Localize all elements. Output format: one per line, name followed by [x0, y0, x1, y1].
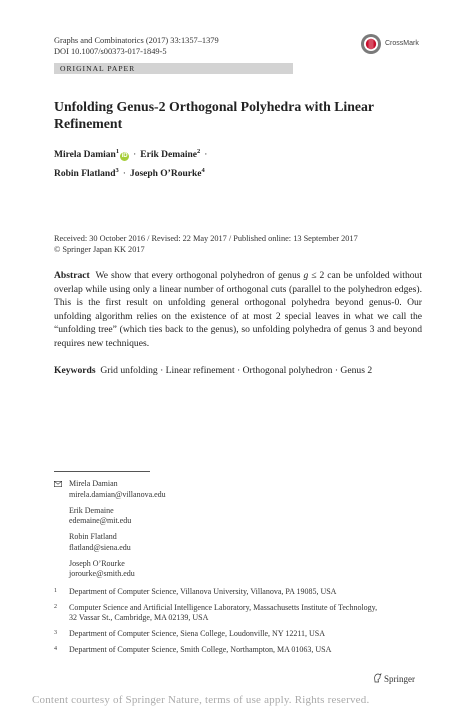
envelope-icon — [54, 481, 62, 487]
affiliation-number: 4 — [54, 646, 57, 652]
paper-title — [54, 98, 414, 132]
affiliation-number: 2 — [54, 604, 57, 610]
contact-email[interactable]: edemaine@mit.edu — [69, 516, 132, 525]
affiliation-text: Computer Science and Artificial Intelligence Laboratory, Massachusetts Institute of Technology, — [69, 603, 378, 612]
contact-entry — [54, 506, 166, 527]
doi[interactable]: DOI 10.1007/s00373-017-1849-5 — [54, 47, 167, 56]
publication-dates — [54, 233, 358, 255]
contact-entry — [54, 479, 166, 500]
contact-email[interactable]: flatland@siena.edu — [69, 542, 131, 552]
contact-name: Mirela Damian — [69, 479, 118, 488]
author-affil-sup: 4 — [201, 167, 205, 175]
genus-bound: ≤ 2 — [308, 270, 325, 281]
contact-name: Erik Demaine — [69, 505, 114, 515]
crossmark-badge[interactable] — [360, 33, 452, 55]
journal-header — [54, 35, 219, 57]
abstract-label: Abstract — [54, 270, 90, 281]
title-line-2: Refinement — [54, 116, 123, 131]
contact-name: Robin Flatland — [69, 532, 117, 541]
contact-name: Joseph O’Rourke — [69, 558, 125, 568]
contact-email[interactable]: jorourke@smith.edu — [69, 569, 135, 578]
contact-entry — [54, 559, 166, 580]
title-line-1: Unfolding Genus-2 Orthogonal Polyhedra with Linear — [54, 99, 375, 114]
journal-citation: Graphs and Combinatorics (2017) 33:1357–1379 — [54, 36, 219, 45]
contact-entry — [54, 532, 166, 553]
abstract-text-start: We show that every orthogonal polyhedron of genus — [95, 270, 304, 281]
contact-list — [54, 479, 166, 585]
affiliation-entry — [54, 603, 424, 623]
affiliation-text-cont: 32 Vassar St., Cambridge, MA 02139, USA — [69, 613, 209, 622]
affiliation-text: Department of Computer Science, Villanova University, Villanova, PA 19085, USA — [69, 587, 337, 596]
keywords-label: Keywords — [54, 365, 96, 376]
affiliation-number: 3 — [54, 630, 57, 636]
springer-horse-icon — [373, 673, 382, 683]
author-affil-sup: 3 — [115, 167, 119, 175]
footnote-divider — [54, 471, 150, 472]
copyright: © Springer Japan KK 2017 — [54, 245, 145, 254]
orcid-icon[interactable]: iD — [121, 153, 128, 160]
publisher-name: Springer — [384, 674, 415, 684]
separator: · — [133, 150, 137, 161]
author-name[interactable]: Robin Flatland — [54, 169, 116, 180]
courtesy-notice: Content courtesy of Springer Nature, terms of use apply. Rights reserved. — [32, 694, 370, 706]
affiliation-text: Department of Computer Science, Smith College, Northampton, MA 01063, USA — [69, 645, 332, 654]
affiliation-list — [54, 587, 424, 661]
keywords-text: Grid unfolding · Linear refinement · Orthogonal polyhedron · Genus 2 — [100, 365, 373, 376]
author-name[interactable]: Joseph O’Rourke — [129, 169, 202, 180]
separator: · — [122, 169, 126, 180]
author-affil-sup: 1 — [115, 148, 120, 155]
contact-email[interactable]: mirela.damian@villanova.edu — [69, 489, 166, 499]
publisher-logo — [373, 673, 415, 684]
separator: · — [204, 150, 208, 161]
affiliation-entry — [54, 645, 424, 655]
keywords — [54, 364, 424, 377]
author-affil-sup: 2 — [197, 148, 201, 155]
abstract-text-rest: can be unfolded without overlap while using only a linear number of orthogonal cuts (parallel to the polyhedron edges). This is the first result on unfolding general orthogonal polyhedra beyond genus-0. Our unfolding algorithm relies on the existence of at most 2 special leaves in what we call the “unfolding tree” (which ties back to the genus), so unfolding polyhedra of genus 3 and beyond requires new techniques. — [54, 270, 423, 349]
history-dates: Received: 30 October 2016 / Revised: 22 May 2017 / Published online: 13 September 2017 — [54, 234, 358, 243]
author-name[interactable]: Erik Demaine — [140, 150, 197, 161]
affiliation-number: 1 — [54, 588, 57, 594]
affiliation-entry — [54, 629, 424, 639]
author-list — [54, 144, 211, 182]
crossmark-icon — [360, 33, 382, 55]
abstract — [54, 269, 422, 350]
section-label: ORIGINAL PAPER — [60, 64, 136, 73]
section-bar — [54, 63, 293, 74]
genus-variable: g — [303, 270, 309, 281]
affiliation-entry — [54, 587, 424, 597]
author-name[interactable]: Mirela Damian — [54, 150, 116, 161]
crossmark-label: CrossMark — [385, 40, 419, 47]
affiliation-text: Department of Computer Science, Siena College, Loudonville, NY 12211, USA — [69, 629, 326, 638]
